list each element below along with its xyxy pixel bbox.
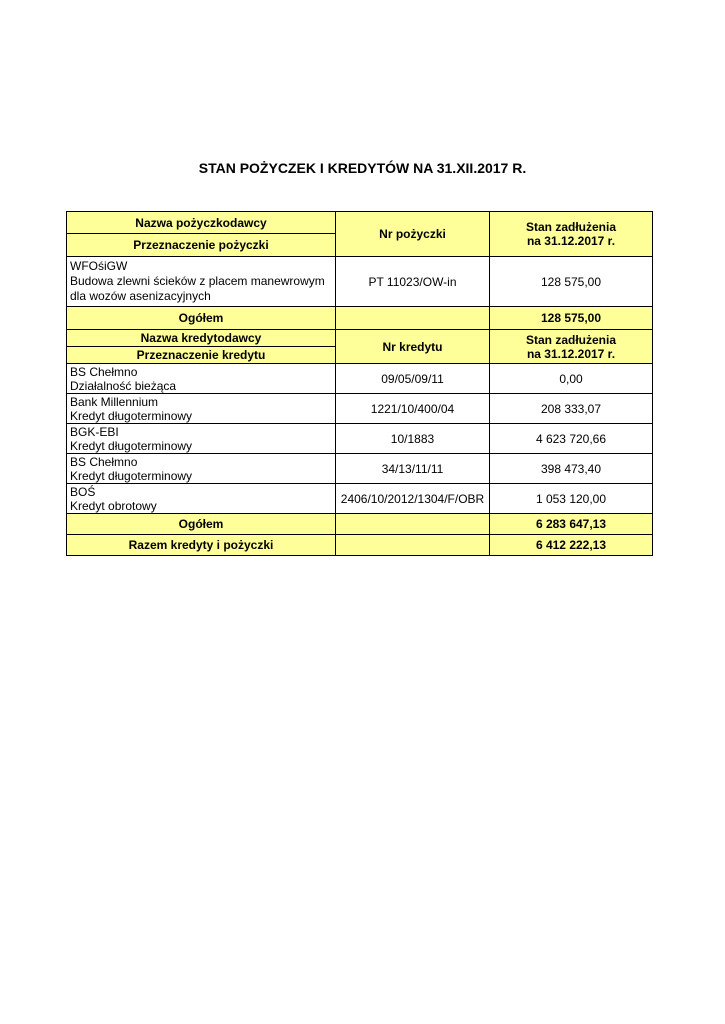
loans-total-value: 128 575,00 <box>490 307 653 330</box>
credit-lender-name: BOŚ <box>70 484 96 499</box>
credit-balance: 0,00 <box>490 364 653 394</box>
loan-number: PT 11023/OW-in <box>336 257 490 307</box>
loan-balance-header <box>490 212 653 257</box>
credit-balance-header <box>490 330 653 364</box>
credit-number: 1221/10/400/04 <box>336 394 490 424</box>
grand-total-label: Razem kredyty i pożyczki <box>67 535 336 556</box>
credit-purpose: Kredyt obrotowy <box>70 498 157 513</box>
credit-purpose: Działalność bieżąca <box>70 378 177 393</box>
credit-balance-header-line1: Stan zadłużenia <box>525 332 617 347</box>
credit-balance: 398 473,40 <box>490 454 653 484</box>
credit-purpose-header: Przeznaczenie kredytu <box>67 347 336 364</box>
credits-total-empty <box>336 514 490 535</box>
credit-purpose: Kredyt długoterminowy <box>70 438 193 453</box>
loans-total-label: Ogółem <box>67 307 336 330</box>
credit-number: 2406/10/2012/1304/F/OBR <box>336 484 490 514</box>
credit-lender-name: BS Chełmno <box>70 364 138 379</box>
credit-purpose: Kredyt długoterminowy <box>70 408 193 423</box>
loans-total-empty <box>336 307 490 330</box>
credit-lender-name: Bank Millennium <box>70 394 159 409</box>
credit-lender-header: Nazwa kredytodawcy <box>67 330 336 347</box>
table-row <box>67 424 653 454</box>
loan-balance: 128 575,00 <box>490 257 653 307</box>
loans-credits-table <box>66 211 653 556</box>
loan-purpose-line1: Budowa zlewni ścieków z placem manewrowym <box>70 274 325 288</box>
loan-balance-header-line2: na 31.12.2017 r. <box>526 234 616 248</box>
loan-lender-name: WFOśiGW <box>70 259 128 273</box>
loan-purpose-line2: dla wozów asenizacyjnych <box>70 289 211 303</box>
table-row <box>67 394 653 424</box>
credit-balance: 1 053 120,00 <box>490 484 653 514</box>
loan-number-header: Nr pożyczki <box>336 212 490 257</box>
loan-lender-header: Nazwa pożyczkodawcy <box>67 212 336 234</box>
loan-purpose-header: Przeznaczenie pożyczki <box>67 234 336 257</box>
credit-number: 09/05/09/11 <box>336 364 490 394</box>
table-row <box>67 484 653 514</box>
credit-balance-header-line2: na 31.12.2017 r. <box>526 346 616 361</box>
credit-lender-name: BS Chełmno <box>70 454 138 469</box>
credit-purpose: Kredyt długoterminowy <box>70 468 193 483</box>
credit-number-header: Nr kredytu <box>336 330 490 364</box>
credits-total-value: 6 283 647,13 <box>490 514 653 535</box>
page-title: STAN POŻYCZEK I KREDYTÓW NA 31.XII.2017 R. <box>198 160 527 176</box>
credits-total-label: Ogółem <box>67 514 336 535</box>
table-row <box>67 454 653 484</box>
table-row <box>67 364 653 394</box>
credit-number: 34/13/11/11 <box>336 454 490 484</box>
loan-balance-header-line1: Stan zadłużenia <box>525 220 617 234</box>
credit-balance: 4 623 720,66 <box>490 424 653 454</box>
grand-total-value: 6 412 222,13 <box>490 535 653 556</box>
credit-number: 10/1883 <box>336 424 490 454</box>
grand-total-empty <box>336 535 490 556</box>
credit-lender-name: BGK-EBI <box>70 424 119 439</box>
credit-balance: 208 333,07 <box>490 394 653 424</box>
table-row <box>67 257 653 307</box>
